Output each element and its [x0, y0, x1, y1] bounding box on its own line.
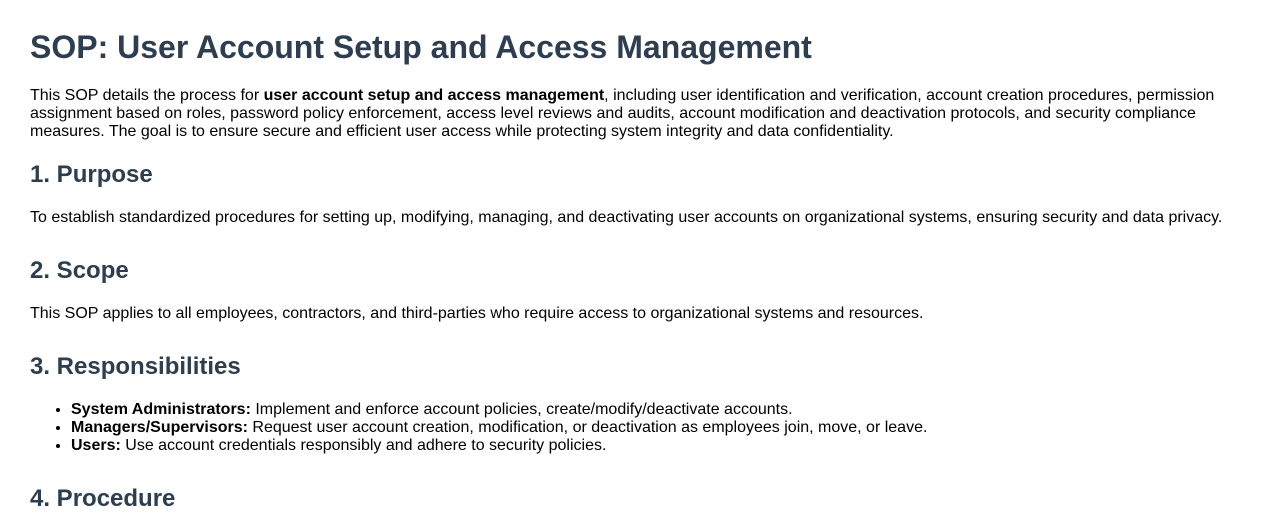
section-heading-scope: 2. Scope	[30, 257, 129, 284]
list-item	[71, 419, 927, 437]
intro-text-start: This SOP details the process for	[30, 87, 264, 104]
intro-bold-phrase: user account setup and access management	[263, 87, 605, 104]
list-item-desc: Request user account creation, modification, or deactivation as employees join, move, or leave.	[247, 419, 928, 436]
list-item-term: System Administrators:	[71, 401, 251, 418]
purpose-text: To establish standardized procedures for setting up, modifying, managing, and deactivating user accounts on organizational systems, ensuring security and data privacy.	[30, 209, 1223, 226]
list-item	[71, 401, 927, 419]
section-heading-procedure: 4. Procedure	[30, 485, 176, 512]
list-item-term: Managers/Supervisors:	[71, 419, 248, 436]
page-title: SOP: User Account Setup and Access Management	[30, 29, 812, 65]
intro-text-end: , including user identification and verification, account creation procedures, permission assignment based on roles, password policy enforcement, access level reviews and audits, account modification and deactivation protocols, and security compliance measures. The goal is to ensure secure and efficient user access while protecting system integrity and data confidentiality.	[30, 87, 1215, 140]
list-item-desc: Use account credentials responsibly and adhere to security policies.	[120, 437, 607, 454]
scope-text: This SOP applies to all employees, contractors, and third-parties who require access to organizational systems and resources.	[30, 305, 924, 322]
intro-paragraph	[30, 87, 1230, 141]
list-item	[71, 437, 927, 455]
section-heading-responsibilities: 3. Responsibilities	[30, 353, 241, 380]
section-heading-purpose: 1. Purpose	[30, 161, 153, 188]
list-item-desc: Implement and enforce account policies, create/modify/deactivate accounts.	[250, 401, 793, 418]
responsibilities-list	[30, 401, 927, 455]
list-item-term: Users:	[71, 437, 121, 454]
